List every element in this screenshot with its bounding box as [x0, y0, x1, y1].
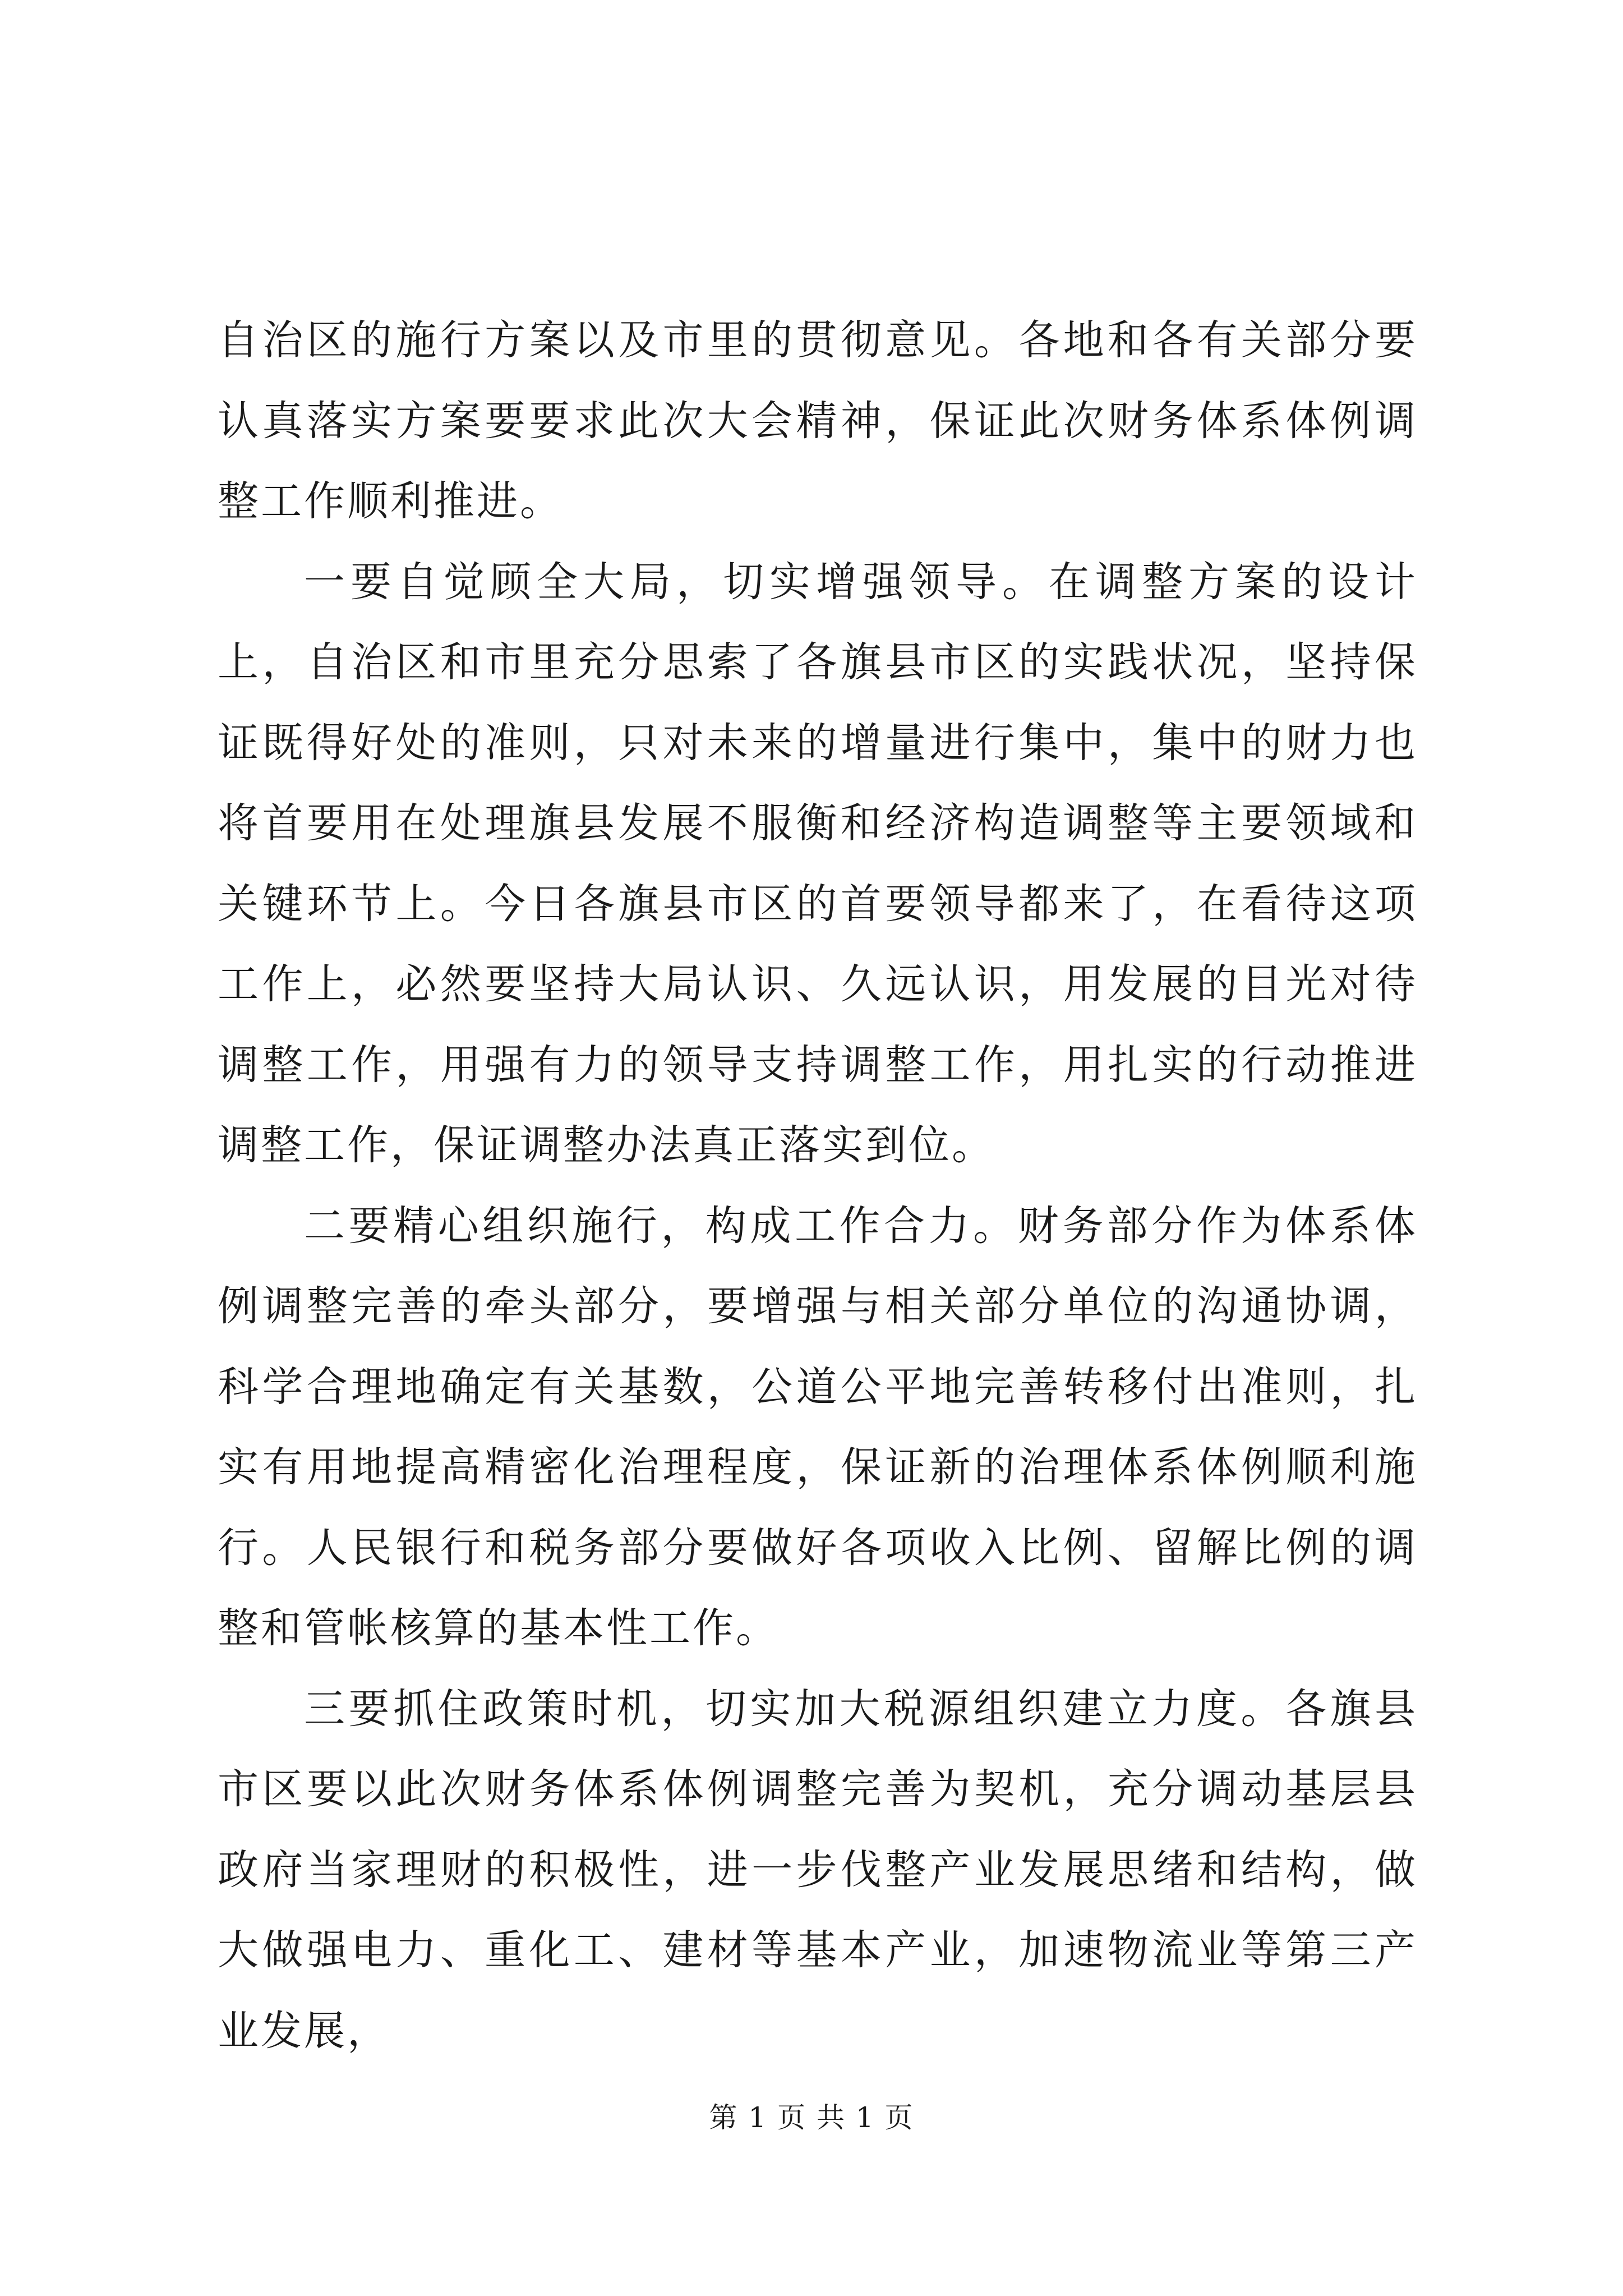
document-body: [218, 300, 1418, 2071]
paragraph-4: 三要抓住政策时机，切实加大税源组织建立力度。各旗县市区要以此次财务体系体例调整完善为契机，充分调动基层县政府当家理财的积极性，进一步伐整产业发展思绪和结构，做大做强电力、重化工、建材等基本产业，加速物流业等第三产业发展，: [218, 1685, 1418, 2055]
page-footer: 第 1 页 共 1 页: [709, 2101, 914, 2134]
paragraph-1: 自治区的施行方案以及市里的贯彻意见。各地和各有关部分要认真落实方案要要求此次大会精神，保证此次财务体系体例调整工作顺利推进。: [218, 316, 1418, 525]
paragraph-3: 二要精心组织施行，构成工作合力。财务部分作为体系体例调整完善的牵头部分，要增强与相关部分单位的沟通协调，科学合理地确定有关基数，公道公平地完善转移付出准则，扎实有用地提高精密化治理程度，保证新的治理体系体例顺利施行。人民银行和税务部分要做好各项收入比例、留解比例的调整和管帐核算的基本性工作。: [218, 1202, 1418, 1652]
paragraph-2: 一要自觉顾全大局，切实增强领导。在调整方案的设计上，自治区和市里充分思索了各旗县市区的实践状况，坚持保证既得好处的准则，只对未来的增量进行集中，集中的财力也将首要用在处理旗县发展不服衡和经济构造调整等主要领域和关键环节上。今日各旗县市区的首要领导都来了，在看待这项工作上，必然要坚持大局认识、久远认识，用发展的目光对待调整工作，用强有力的领导支持调整工作，用扎实的行动推进调整工作，保证调整办法真正落实到位。: [218, 558, 1418, 1169]
